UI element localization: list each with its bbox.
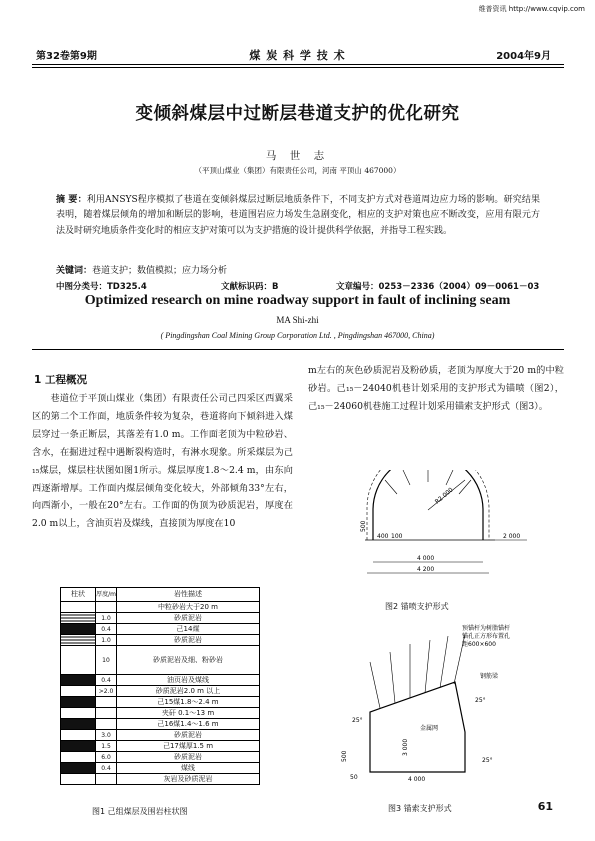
strata-description: 砂质泥岩及细、粉砂岩 <box>117 646 260 675</box>
keywords-label: 关键词： <box>56 266 93 276</box>
strata-pattern <box>61 752 96 763</box>
angle-label-right: 25° <box>475 697 486 704</box>
side-length-label: 2 000 <box>503 533 521 540</box>
abstract-text: 利用ANSYS程序模拟了巷道在变倾斜煤层过断层地质条件下，不同支护方式对巷道周边应力场的影响。研究结果表明，随着煤层倾角的增加和断层的影响，巷道围岩应力场发生急剧变化，相应的支护对策也应不断改变，应用有限元方法及时研究地质条件变化时的相应支护对策可以为支护措施的设计提供科学依据，并指导工程实践。 <box>56 195 540 236</box>
strata-pattern <box>61 686 96 697</box>
strata-description: 己15煤1.8～2.4 m <box>117 697 260 708</box>
watermark: 维普资讯 http://www.cqvip.com <box>478 5 585 13</box>
article-number: 文章编号：0253－2336（2004）09－0061－03 <box>336 282 540 292</box>
header-journal: 煤 炭 科 学 技 术 <box>249 49 346 62</box>
strata-pattern <box>61 697 96 708</box>
strata-thickness <box>96 697 117 708</box>
strata-pattern <box>61 730 96 741</box>
english-affiliation: ( Pingdingshan Coal Mining Group Corporation Ltd. , Pingdingshan 467000, China) <box>160 331 435 340</box>
figure1-caption: 图1 己组煤层及围岩柱状图 <box>92 807 188 816</box>
small-dim-label: 50 <box>350 774 358 781</box>
width-label-4000: 4 000 <box>417 555 435 562</box>
figure3-caption: 图3 锚索支护形式 <box>388 804 452 813</box>
body-paragraph-right: m左右的灰色砂质泥岩及粉砂质，老顶为厚度大于20 m的中粒砂岩。己₁₅－24040机巷计划采用的支护形式为锚喷（图2），己₁₅－24060机巷施工过程计划采用锚索支护形式（图3）。 <box>308 365 564 412</box>
angle-label-left: 25° <box>352 717 363 724</box>
strata-description: 中粒砂岩大于20 m <box>117 602 260 613</box>
strata-thickness: >2.0 <box>96 686 117 697</box>
strata-description: 砂质泥岩2.0 m 以上 <box>117 686 260 697</box>
strata-row <box>61 719 260 730</box>
metal-mesh-label: 金属网 <box>420 725 439 732</box>
left-height-label: 500 <box>341 750 348 762</box>
strata-row <box>61 763 260 774</box>
figure2-arch-diagram <box>355 470 555 585</box>
strata-thickness <box>96 774 117 785</box>
strata-pattern <box>61 635 96 646</box>
bolt-note: 预锚杆为树脂锚杆锚孔正方形布置孔距600×600 <box>462 625 511 648</box>
strata-row <box>61 708 260 719</box>
strata-pattern <box>61 774 96 785</box>
header-date: 2004年9月 <box>496 51 551 62</box>
strata-row <box>61 635 260 646</box>
strata-thickness: 1.5 <box>96 741 117 752</box>
strata-thickness <box>96 602 117 613</box>
english-author: MA Shi-zhi <box>276 315 319 325</box>
strata-thickness: 0.4 <box>96 675 117 686</box>
strata-description: 己14煤 <box>117 624 260 635</box>
affiliation: （平顶山煤业（集团）有限责任公司，河南 平顶山 467000） <box>194 166 401 175</box>
strata-pattern <box>61 675 96 686</box>
keywords <box>56 263 540 276</box>
strata-thickness: 3.0 <box>96 730 117 741</box>
height-label: 3 000 <box>402 738 409 756</box>
abstract-label: 摘 要： <box>56 195 87 205</box>
strata-thickness: 0.4 <box>96 624 117 635</box>
steel-beam-label: 钢筋梁 <box>480 673 499 680</box>
inner-label-1: 400 <box>377 533 389 540</box>
strata-description: 砂质泥岩 <box>117 752 260 763</box>
figure3-cable-bolt-diagram <box>330 622 560 784</box>
english-title: Optimized research on mine roadway support in fault of inclining seam <box>84 293 511 308</box>
figure1-column-chart <box>60 587 260 785</box>
wall-height-label: 500 <box>360 520 367 532</box>
angle-label-bottom: 25° <box>482 757 493 764</box>
strata-row <box>61 675 260 686</box>
author: 马 世 志 <box>265 150 330 162</box>
strata-row <box>61 624 260 635</box>
strata-description: 煤线 <box>117 763 260 774</box>
width-label-4200: 4 200 <box>417 566 435 573</box>
col-header-thickness: 厚度/m <box>96 588 117 602</box>
strata-pattern <box>61 763 96 774</box>
strata-thickness: 0.4 <box>96 763 117 774</box>
strata-description: 砂质泥岩 <box>117 730 260 741</box>
strata-row <box>61 686 260 697</box>
strata-pattern <box>61 708 96 719</box>
header-rule-thin <box>32 67 564 68</box>
inner-label-2: 100 <box>391 533 403 540</box>
strata-description: 夹矸 0.1～13 m <box>117 708 260 719</box>
strata-table <box>60 587 260 785</box>
section-heading: 1 工程概况 <box>34 374 87 386</box>
strata-pattern <box>61 741 96 752</box>
abstract <box>56 193 540 239</box>
classification-row <box>56 280 540 292</box>
strata-thickness: 1.0 <box>96 635 117 646</box>
strata-description: 己17煤厚1.5 m <box>117 741 260 752</box>
col-header-lithology: 岩性描述 <box>117 588 260 602</box>
cable-bolts <box>370 634 465 708</box>
figure2-caption: 图2 锚喷支护形式 <box>385 602 449 611</box>
width-label: 4 000 <box>408 776 426 783</box>
anchor-bolts <box>385 470 471 494</box>
header-volume: 第32卷第9期 <box>36 51 97 62</box>
strata-pattern <box>61 613 96 624</box>
keywords-text: 巷道支护；数值模拟；应力场分析 <box>92 266 228 276</box>
strata-row <box>61 697 260 708</box>
clc-number: 中图分类号：TD325.4 <box>56 282 147 292</box>
strata-thickness: 6.0 <box>96 752 117 763</box>
document-code: 文献标识码：B <box>221 282 279 292</box>
strata-thickness: 10 <box>96 646 117 675</box>
roadway-outline <box>370 682 465 772</box>
separator-rule <box>32 349 564 350</box>
strata-description: 己16煤1.4～1.6 m <box>117 719 260 730</box>
strata-row <box>61 646 260 675</box>
strata-thickness <box>96 708 117 719</box>
radius-label: R2 000 <box>433 486 455 506</box>
strata-description: 砂质泥岩 <box>117 635 260 646</box>
strata-row <box>61 730 260 741</box>
page-number: 61 <box>537 800 553 813</box>
col-header-column: 柱状 <box>61 588 96 602</box>
strata-row <box>61 613 260 624</box>
strata-pattern <box>61 624 96 635</box>
strata-row <box>61 602 260 613</box>
strata-pattern <box>61 719 96 730</box>
strata-pattern <box>61 602 96 613</box>
strata-description: 砂质泥岩 <box>117 613 260 624</box>
paper-title: 变倾斜煤层中过断层巷道支护的优化研究 <box>135 104 460 124</box>
strata-row <box>61 774 260 785</box>
strata-description: 油页岩及煤线 <box>117 675 260 686</box>
body-paragraph-left: 巷道位于平顶山煤业（集团）有限责任公司己四采区西翼采区的第二个工作面，地质条件较为复杂，巷道将向下倾斜进入煤层穿过一条正断层，其落差有1.0 m。工作面老顶为中粒砂岩、含水，在掘进过程中遇断裂构造时，有淋水现象。所采煤层为己₁₅煤层，煤层柱状图如图1所示。煤层厚度1.8～2.4 m，由东向西逐渐增厚。工作面内煤层倾角变化较大，外部倾角33°左右，向西渐小，一般在20°左右。工作面的伪顶为砂质泥岩，厚度在2.0 m以上，含油页岩及煤线，直接顶为厚度在10 <box>32 393 293 530</box>
strata-pattern <box>61 646 96 675</box>
strata-description: 灰岩及砂质泥岩 <box>117 774 260 785</box>
strata-thickness: 1.0 <box>96 613 117 624</box>
strata-row <box>61 752 260 763</box>
strata-thickness <box>96 719 117 730</box>
header-rule <box>32 64 564 65</box>
strata-row <box>61 741 260 752</box>
